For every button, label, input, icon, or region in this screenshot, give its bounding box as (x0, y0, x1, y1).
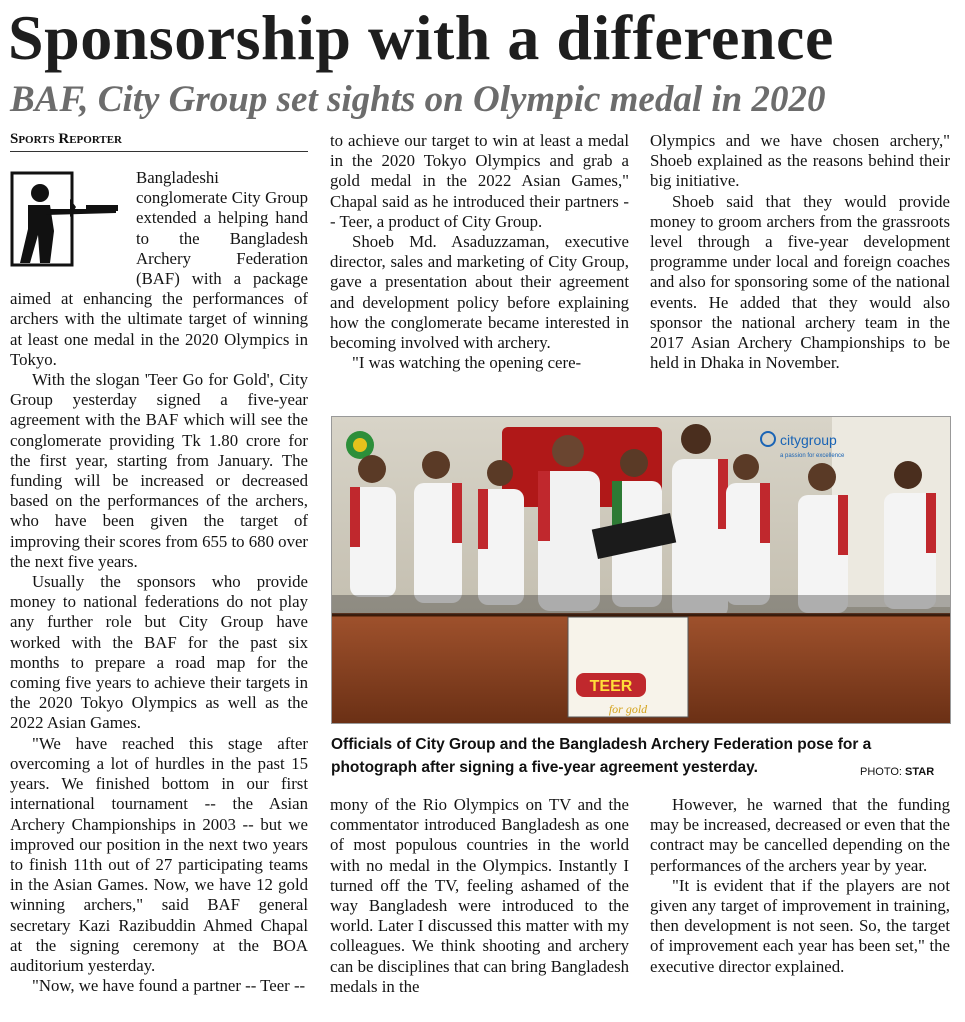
archer-logo-icon (10, 171, 128, 271)
byline: Sports Reporter (10, 131, 308, 152)
paragraph: to achieve our target to win at least a medal in the 2020 Tokyo Olympics and grab a gold medal in the 2022 Asian Games," Chapal said as he introduced their partners -- Teer, a product of City Group. (330, 131, 629, 231)
news-photo (331, 416, 951, 724)
paragraph: Shoeb Md. Asaduzzaman, executive director, sales and marketing of City Group, gave a presentation about their agreement and development policy before explaining how the conglomerate became interested in becoming involved with archery. (330, 232, 629, 353)
podium-sub: for gold (608, 702, 648, 716)
paragraph: "It is evident that if the players are not given any target of improvement in training, then development is not seen. So, the target of improvement each year has been set," the executive director explained. (650, 875, 950, 976)
headline: Sponsorship with a difference (8, 2, 834, 73)
article-column-1 (10, 168, 308, 996)
paragraph: "We have reached this stage after overcoming a lot of hurdles in the past 15 years. We finished bottom in our first international tournament -- the Asian Archery Championships in 2003 -- but we improved our position in the next two years to finish 11th out of 27 participating teams in the Asian Games. Now, we have 12 gold winning archers," said BAF general secretary Kazi Razibuddin Ahmed Chapal at the signing ceremony at the BOA auditorium yesterday. (10, 733, 308, 975)
photo-caption: Officials of City Group and the Bangladesh Archery Federation pose for a photograph after signing a five-year agreement yesterday. (331, 736, 872, 776)
photo-credit-source: STAR (905, 766, 935, 778)
paragraph: However, he warned that the funding may be increased, decreased or even that the contract may be cancelled depending on the performances of the archers year by year. (650, 795, 950, 875)
paragraph: With the slogan 'Teer Go for Gold', City Group yesterday signed a five-year agreement with the BAF which will see the conglomerate providing Tk 1.80 crore for the first year, starting from January. The funding will be increased or decreased based on the performances of the archers, who have been given the target of improving their scores from 655 to 680 over the next five years. (10, 370, 308, 571)
podium-label: TEER (589, 678, 633, 695)
paragraph: "Now, we have found a partner -- Teer -- (32, 976, 306, 996)
paragraph: Usually the sponsors who provide money to national federations do not play any further role but City Group have worked with the BAF for the past six months to prepare a road map for the coming five years to achieve their targets in the 2020 Tokyo Olympics as well as the 2022 Asian Games. (10, 572, 308, 733)
paragraph: Shoeb said that they would provide money to groom archers from the grassroots level through a five-year development programme under local and foreign coaches and also for sponsoring some of the national events. He added that they would also sponsor the national archery team in the 2017 Asian Archery Championships to be held in Dhaka in November. (650, 191, 950, 373)
article-column-4 (330, 795, 629, 997)
article-column-3 (650, 131, 950, 373)
paragraph: Olympics and we have chosen archery," Shoeb explained as the reasons behind their big initiative. (650, 131, 950, 191)
subheadline: BAF, City Group set sights on Olympic medal in 2020 (10, 79, 826, 120)
paragraph: mony of the Rio Olympics on TV and the commentator introduced Bangladesh as one of most populous countries in the world with no medal in the Olympics. Instantly I turned off the TV, feeling ashamed of the way Bangladesh were introduced to the world. Later I discussed this matter with my colleagues. We think shooting and archery can be disciplines that can bring Bangladesh medals in the (330, 795, 629, 996)
banner-brand: citygroup (780, 432, 837, 448)
article-column-5 (650, 795, 950, 977)
photo-illustration (332, 417, 950, 723)
paragraph: "I was watching the opening cere- (352, 353, 582, 373)
photo-credit-label: PHOTO: (860, 766, 902, 778)
photo-credit (860, 766, 934, 778)
paragraph: Bangladeshi conglomerate City Group extended a helping hand to the Bangladesh Archery Federation (BAF) with a package aimed at enhancing the performances of archers with the ultimate target of winning at least one medal in the 2020 Olympics in Tokyo. (10, 168, 308, 369)
banner-tagline: a passion for excellence (780, 453, 845, 459)
article-column-2 (330, 131, 629, 373)
